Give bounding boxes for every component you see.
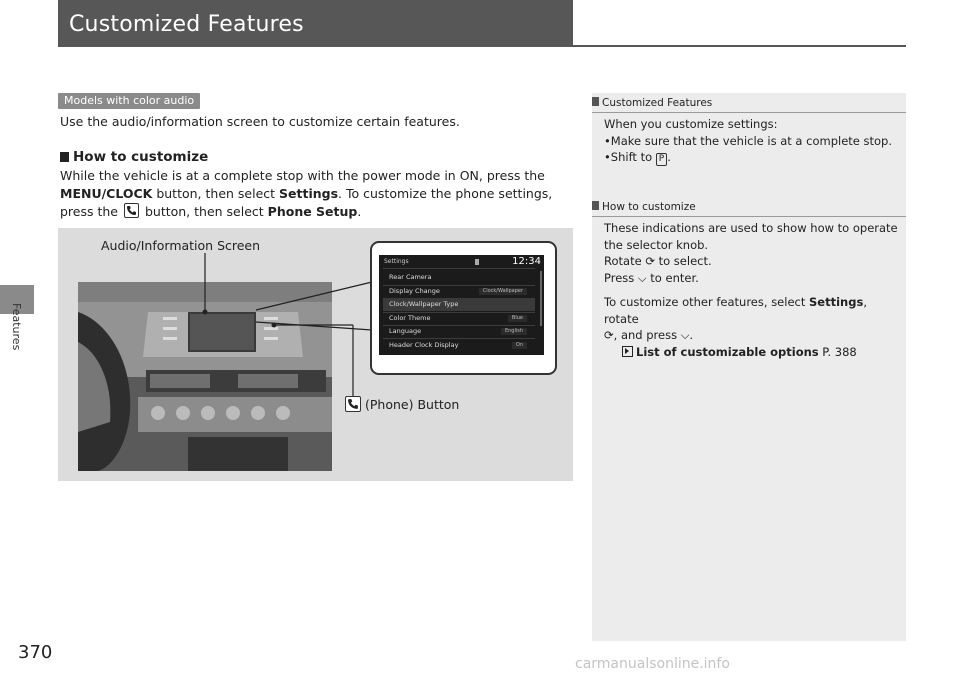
phone-button-label	[345, 396, 459, 412]
screen-row: Rear Camera	[389, 273, 432, 281]
screen-header: Settings	[384, 258, 409, 265]
model-badge: Models with color audio	[58, 93, 200, 109]
menu-clock-key: MENU/CLOCK	[60, 186, 153, 201]
rotate-knob-icon: ⟳	[645, 254, 655, 268]
para-text: button, then select	[152, 186, 280, 201]
options-link[interactable]: List of customizable options P. 388	[604, 344, 899, 361]
settings-term: Settings	[279, 186, 339, 201]
page-title: Customized Features	[69, 12, 304, 37]
phone-status-icon	[475, 259, 479, 265]
phone-button-label-text: (Phone) Button	[365, 397, 460, 412]
page-number: 370	[18, 642, 53, 663]
para-text: button, then select	[140, 204, 268, 219]
para-text: . To customize the phone settings,	[338, 186, 553, 201]
press-knob-icon: ⌵	[637, 270, 647, 285]
section-heading-text: How to customize	[73, 149, 209, 165]
section-tab-label: Features	[10, 303, 23, 351]
note-heading: Customized Features	[592, 97, 712, 109]
intro-text: Use the audio/information screen to customize certain features.	[60, 114, 460, 129]
phone-icon	[345, 396, 361, 412]
note-rule	[592, 112, 906, 113]
settings-screen	[379, 255, 544, 355]
screen-scrollbar	[540, 271, 542, 326]
note-marker-icon	[592, 201, 599, 210]
audio-screen-label: Audio/Information Screen	[101, 238, 261, 253]
link-arrow-icon	[622, 346, 633, 357]
park-key: P	[656, 153, 667, 166]
phone-setup-term: Phone Setup	[267, 204, 358, 219]
screen-row-selected: Clock/Wallpaper Type	[383, 298, 535, 311]
note-marker-icon	[592, 97, 599, 106]
rotate-knob-icon: ⟳	[604, 328, 614, 342]
notes-sidebar	[592, 93, 906, 641]
para-text: press the	[60, 204, 122, 219]
para-text: .	[357, 204, 362, 219]
press-knob-icon: ⌵	[680, 328, 690, 342]
watermark: carmanualsonline.info	[575, 656, 730, 672]
note-body: These indications are used to show how to operate the selector knob. Rotate ⟳ to select. Press ⌵ to enter. To customize other features, select Settings, rotate ⟳, and press ⌵. List of customizable options P. 388	[604, 221, 898, 359]
screen-row: Header Clock Display On	[383, 339, 535, 352]
screen-row: Language English	[383, 325, 535, 338]
para-text: While the vehicle is at a complete stop with the power mode in ON, press the	[60, 168, 545, 183]
screen-clock: 12:34	[512, 256, 541, 267]
screen-row: Color Theme Blue	[383, 312, 535, 325]
note-rule	[592, 216, 906, 217]
screen-row: Display Change Clock/Wallpaper	[383, 285, 535, 298]
note-body: When you customize settings: •Make sure that the vehicle is at a complete stop. •Shift to P .	[604, 117, 893, 164]
note-heading: How to customize	[592, 201, 696, 213]
